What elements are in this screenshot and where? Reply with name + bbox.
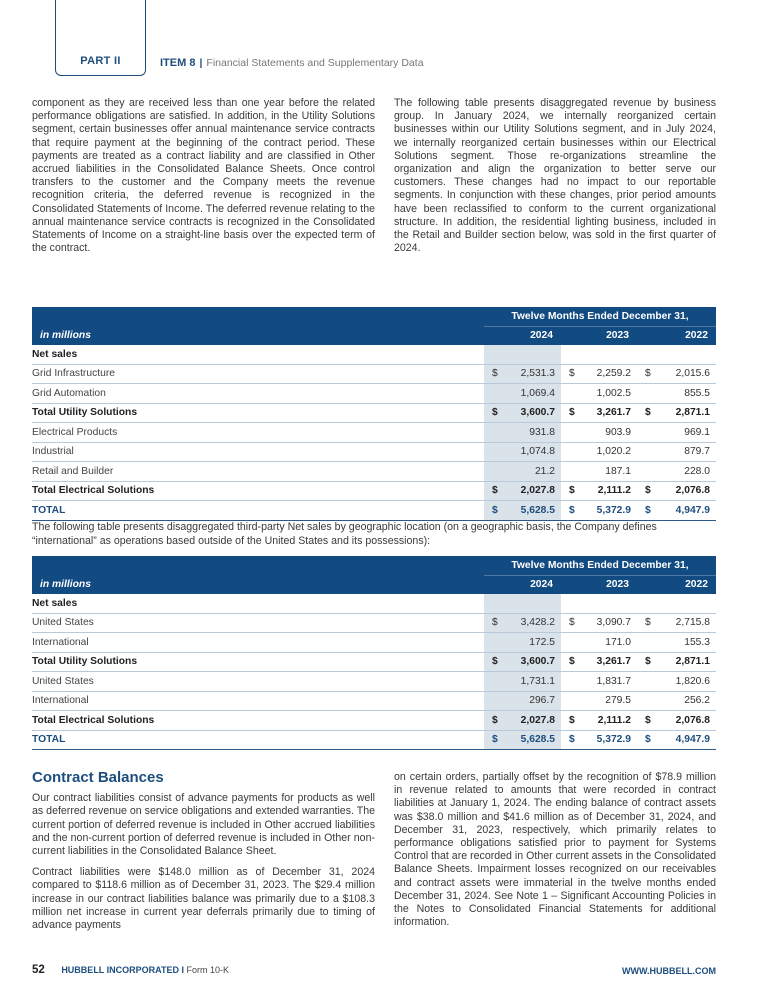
currency-symbol: $ — [484, 730, 506, 750]
contract-paragraph-1: Our contract liabilities consist of advance payments for products as well as deferred revenue on service obligations and extended warranties. The current portion of deferred revenue is included in Other accrued liabilities and the non-current portion of deferred revenue is included in Other non-current liabilities in the Consolidated Balance Sheet. — [32, 792, 375, 858]
table-row — [32, 384, 716, 404]
currency-symbol — [484, 633, 506, 653]
section-title: Contract Balances — [32, 769, 164, 786]
section-label: Net sales — [32, 594, 484, 613]
currency-symbol — [484, 384, 506, 404]
intro-left-column — [32, 97, 375, 263]
item-label: ITEM 8 — [160, 57, 196, 69]
currency-symbol: $ — [484, 501, 506, 521]
value-cell: 2,076.8 — [659, 711, 716, 731]
table-row — [32, 633, 716, 653]
currency-symbol — [637, 442, 659, 462]
shaded-cell — [484, 594, 561, 613]
currency-symbol: $ — [561, 364, 583, 384]
value-cell: 855.5 — [659, 384, 716, 404]
currency-symbol: $ — [561, 481, 583, 501]
contract-balances-left — [32, 771, 375, 940]
table-row — [32, 730, 716, 750]
table-row — [32, 364, 716, 384]
value-cell: 2,871.1 — [659, 403, 716, 423]
value-cell: 256.2 — [659, 691, 716, 711]
geographic-table-intro: The following table presents disaggregated third-party Net sales by geographic location (on a geographic basis, the Company defines “international” as operations based outside of the United States and its possessions): — [32, 521, 657, 547]
value-cell: 1,069.4 — [506, 384, 561, 404]
period-header: Twelve Months Ended December 31, — [484, 307, 716, 326]
currency-symbol: $ — [484, 481, 506, 501]
value-cell: 228.0 — [659, 462, 716, 482]
currency-symbol — [637, 633, 659, 653]
year-header: 2022 — [637, 575, 716, 594]
currency-symbol: $ — [484, 652, 506, 672]
currency-symbol — [484, 672, 506, 692]
value-cell: 903.9 — [583, 423, 637, 443]
value-cell: 5,628.5 — [506, 730, 561, 750]
company-name: HUBBELL INCORPORATED I — [61, 965, 184, 975]
currency-symbol: $ — [637, 652, 659, 672]
contract-paragraph-2: Contract liabilities were $148.0 million as of December 31, 2024 compared to $118.6 million as of December 31, 2023. The $29.4 million increase in our contract liabilities balance was primarily due to a $108.3 million net increase in current year deferrals primarily due to timing of advance payments — [32, 866, 375, 932]
units-label: in millions — [32, 326, 484, 345]
row-label: Total Utility Solutions — [32, 652, 484, 672]
value-cell: 2,111.2 — [583, 481, 637, 501]
table-row — [32, 613, 716, 633]
currency-symbol — [637, 423, 659, 443]
page-number: 52 — [32, 964, 45, 976]
currency-symbol — [561, 633, 583, 653]
currency-symbol: $ — [561, 613, 583, 633]
currency-symbol — [484, 462, 506, 482]
period-header: Twelve Months Ended December 31, — [484, 556, 716, 575]
table-row — [32, 672, 716, 692]
header-blank — [32, 556, 484, 575]
website-link[interactable]: WWW.HUBBELL.COM — [622, 966, 716, 976]
currency-symbol — [484, 442, 506, 462]
year-header: 2023 — [561, 326, 637, 345]
currency-symbol: $ — [637, 711, 659, 731]
value-cell: 171.0 — [583, 633, 637, 653]
value-cell: 1,831.7 — [583, 672, 637, 692]
currency-symbol: $ — [637, 481, 659, 501]
year-header: 2024 — [484, 326, 561, 345]
value-cell: 2,531.3 — [506, 364, 561, 384]
currency-symbol: $ — [484, 711, 506, 731]
value-cell: 879.7 — [659, 442, 716, 462]
shaded-cell — [484, 345, 561, 364]
table-row — [32, 442, 716, 462]
row-label: Retail and Builder — [32, 462, 484, 482]
value-cell: 3,261.7 — [583, 403, 637, 423]
value-cell: 1,020.2 — [583, 442, 637, 462]
section-label: Net sales — [32, 345, 484, 364]
value-cell: 21.2 — [506, 462, 561, 482]
revenue-by-business-group-table — [32, 307, 716, 521]
table-row — [32, 501, 716, 521]
currency-symbol: $ — [561, 501, 583, 521]
value-cell: 2,715.8 — [659, 613, 716, 633]
row-label: Grid Infrastructure — [32, 364, 484, 384]
currency-symbol: $ — [561, 711, 583, 731]
value-cell: 3,428.2 — [506, 613, 561, 633]
value-cell: 172.5 — [506, 633, 561, 653]
value-cell: 279.5 — [583, 691, 637, 711]
form-type: Form 10-K — [186, 965, 230, 975]
revenue-by-geography-table — [32, 556, 716, 750]
value-cell: 2,015.6 — [659, 364, 716, 384]
empty-cell — [561, 345, 716, 364]
currency-symbol: $ — [637, 364, 659, 384]
value-cell: 4,947.9 — [659, 730, 716, 750]
value-cell: 5,628.5 — [506, 501, 561, 521]
year-header: 2023 — [561, 575, 637, 594]
part-label: PART II — [80, 55, 121, 67]
row-label: Total Utility Solutions — [32, 403, 484, 423]
value-cell: 2,027.8 — [506, 711, 561, 731]
currency-symbol — [484, 423, 506, 443]
currency-symbol: $ — [561, 403, 583, 423]
value-cell: 2,027.8 — [506, 481, 561, 501]
currency-symbol — [637, 462, 659, 482]
currency-symbol: $ — [561, 730, 583, 750]
currency-symbol — [637, 672, 659, 692]
currency-symbol: $ — [484, 364, 506, 384]
row-label: Total Electrical Solutions — [32, 711, 484, 731]
table-row — [32, 691, 716, 711]
header-blank — [32, 307, 484, 326]
value-cell: 155.3 — [659, 633, 716, 653]
currency-symbol — [484, 691, 506, 711]
currency-symbol — [561, 423, 583, 443]
units-label: in millions — [32, 575, 484, 594]
header-section-title: Financial Statements and Supplementary Data — [206, 57, 424, 69]
intro-right-column — [394, 97, 716, 263]
year-header: 2022 — [637, 326, 716, 345]
value-cell: 969.1 — [659, 423, 716, 443]
empty-cell — [561, 594, 716, 613]
row-label: Electrical Products — [32, 423, 484, 443]
row-label: Grid Automation — [32, 384, 484, 404]
table-row — [32, 481, 716, 501]
currency-symbol — [561, 462, 583, 482]
value-cell: 1,002.5 — [583, 384, 637, 404]
value-cell: 3,261.7 — [583, 652, 637, 672]
intro-right-paragraph: The following table presents disaggregated revenue by business group. In January 2024, we internally reorganized certain businesses within our Utility Solutions segment, and in July 2024, we internally reorganized certain businesses within our Electrical Solutions segment. Those re-organizations streamline the organization and align the organization to better serve our customers. These changes had no impact to our reportable segments. In conjunction with these changes, prior period amounts have been reclassified to conform to the current organizational structure. In addition, the residential lighting business, included in the Retail and Builder section below, was sold in the first quarter of 2024. — [394, 97, 716, 255]
currency-symbol — [561, 672, 583, 692]
value-cell: 5,372.9 — [583, 730, 637, 750]
row-label: International — [32, 633, 484, 653]
currency-symbol: $ — [637, 613, 659, 633]
value-cell: 187.1 — [583, 462, 637, 482]
row-label: TOTAL — [32, 501, 484, 521]
value-cell: 4,947.9 — [659, 501, 716, 521]
row-label: Total Electrical Solutions — [32, 481, 484, 501]
currency-symbol: $ — [484, 613, 506, 633]
row-label: United States — [32, 613, 484, 633]
page-footer — [32, 964, 716, 976]
year-header: 2024 — [484, 575, 561, 594]
intro-left-paragraph: component as they are received less than one year before the related performance obligations are satisfied. In addition, in the Utility Solutions segment, certain businesses offer annual maintenance service contracts that require payment at the beginning of the contract period. These payments are treated as a contract liability and are classified in Other accrued liabilities in the Consolidated Balance Sheets. Once control transfers to the customer and the Company meets the revenue recognition criteria, the deferred revenue is recognized in the Consolidated Statements of Income. The deferred revenue relating to the annual maintenance service contracts is recognized in the Consolidated Statements of Income on a straight-line basis over the expected term of the contract. — [32, 97, 375, 255]
currency-symbol — [561, 384, 583, 404]
value-cell: 3,600.7 — [506, 652, 561, 672]
currency-symbol: $ — [637, 501, 659, 521]
table-row — [32, 423, 716, 443]
table-row — [32, 652, 716, 672]
value-cell: 931.8 — [506, 423, 561, 443]
contract-paragraph-3: on certain orders, partially offset by the recognition of $78.9 million in revenue related to amounts that were recorded in contract liabilities at January 1, 2024. The ending balance of contract assets was $38.0 million and $41.6 million as of December 31, 2024, and December 31, 2023, respectively, which primarily relates to performance obligations satisfied prior to payment for Systems Control that are recorded in Other current assets in the Consolidated Balance Sheets. Impairment losses recognized on our receivables and contract assets were immaterial in the twelve months ended December 31, 2024. See Note 1 – Significant Accounting Policies in the Notes to Consolidated Financial Statements for additional information. — [394, 771, 716, 929]
row-label: United States — [32, 672, 484, 692]
value-cell: 296.7 — [506, 691, 561, 711]
row-label: Industrial — [32, 442, 484, 462]
row-label: TOTAL — [32, 730, 484, 750]
value-cell: 5,372.9 — [583, 501, 637, 521]
currency-symbol: $ — [637, 403, 659, 423]
value-cell: 3,090.7 — [583, 613, 637, 633]
table-row — [32, 403, 716, 423]
row-label: International — [32, 691, 484, 711]
value-cell: 2,871.1 — [659, 652, 716, 672]
table-row — [32, 711, 716, 731]
page-header — [160, 57, 424, 69]
table-row — [32, 462, 716, 482]
value-cell: 1,074.8 — [506, 442, 561, 462]
currency-symbol — [637, 384, 659, 404]
value-cell: 1,820.6 — [659, 672, 716, 692]
currency-symbol: $ — [484, 403, 506, 423]
currency-symbol: $ — [637, 730, 659, 750]
currency-symbol — [637, 691, 659, 711]
header-separator: | — [199, 57, 203, 69]
part-tab — [55, 0, 146, 76]
currency-symbol: $ — [561, 652, 583, 672]
currency-symbol — [561, 442, 583, 462]
value-cell: 1,731.1 — [506, 672, 561, 692]
value-cell: 2,259.2 — [583, 364, 637, 384]
value-cell: 2,111.2 — [583, 711, 637, 731]
contract-balances-right — [394, 771, 716, 937]
value-cell: 3,600.7 — [506, 403, 561, 423]
value-cell: 2,076.8 — [659, 481, 716, 501]
currency-symbol — [561, 691, 583, 711]
